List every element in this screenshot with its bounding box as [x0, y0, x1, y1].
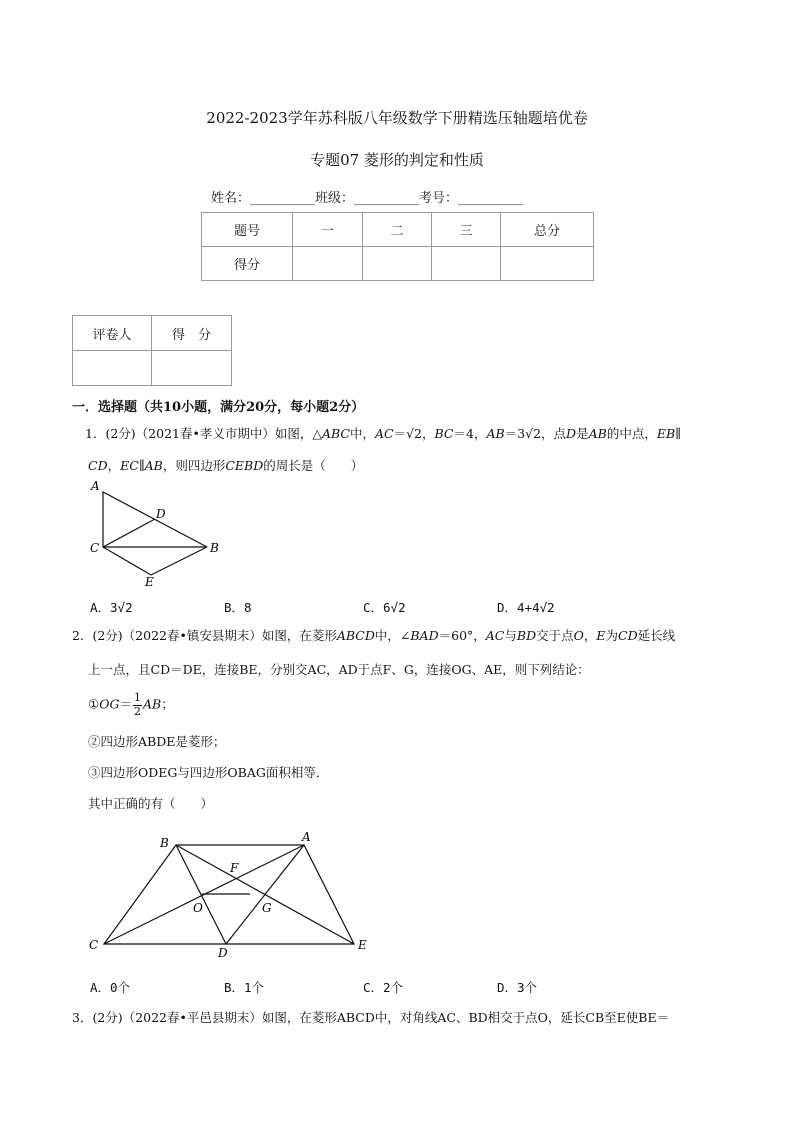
- q2-label-F: F: [230, 861, 239, 875]
- score-cell[interactable]: [432, 247, 501, 281]
- document-subtitle: 专题07 菱形的判定和性质: [310, 151, 484, 169]
- grader-header: 得 分: [152, 316, 232, 351]
- q2-option-d[interactable]: D．3个: [497, 980, 538, 995]
- score-header-cell: 一: [293, 213, 363, 247]
- score-header-cell: 二: [363, 213, 432, 247]
- document-title: 2022-2023学年苏科版八年级数学下册精选压轴题培优卷: [206, 109, 588, 127]
- q2-label-C: C: [89, 938, 99, 952]
- q1-label-C: C: [90, 541, 100, 555]
- score-header-cell: 题号: [202, 213, 293, 247]
- q2-figure: [86, 826, 376, 964]
- score-header-cell: 三: [432, 213, 501, 247]
- student-info-line: 姓名：__________班级：__________考号：__________: [211, 191, 524, 206]
- q2-label-O: O: [193, 901, 203, 915]
- q2-conclusion-3: ③四边形ODEG与四边形OBAG面积相等．: [88, 765, 329, 780]
- q2-question: 其中正确的有（ ）: [88, 796, 214, 811]
- q2-label-A: A: [302, 830, 311, 844]
- grader-table: [72, 315, 232, 386]
- q1-label-A: A: [91, 479, 100, 493]
- q1-option-c[interactable]: C．6√2: [363, 600, 406, 615]
- score-row-label: 得分: [202, 247, 293, 281]
- q2-conclusion-1: ①OG＝ $\frac{1}{2}$ AB；: [88, 691, 174, 718]
- score-cell[interactable]: [501, 247, 594, 281]
- q2-option-c[interactable]: C．2个: [363, 980, 404, 995]
- q2-label-B: B: [160, 836, 169, 850]
- q2-stem-line2: 上一点，且CD＝DE，连接BE，分别交AC，AD于点F、G，连接OG、AE，则下列结论：: [88, 662, 590, 677]
- score-cell[interactable]: [363, 247, 432, 281]
- section-heading: 一．选择题（共10小题，满分20分，每小题2分）: [72, 400, 365, 415]
- q3-stem-line1: 3．(2分)（2022春•平邑县期末）如图，在菱形ABCD中，对角线AC、BD相交于点O，延长CB至E使BE＝: [72, 1010, 670, 1025]
- q1-label-B: B: [210, 541, 219, 555]
- q1-option-a[interactable]: A．3√2: [90, 600, 133, 615]
- q2-label-D: D: [218, 946, 228, 960]
- q2-conclusion-2: ②四边形ABDE是菱形；: [88, 734, 226, 749]
- q2-option-b[interactable]: B．1个: [224, 980, 265, 995]
- q1-option-d[interactable]: D．4+4√2: [497, 600, 555, 615]
- grader-cell[interactable]: [73, 351, 152, 386]
- q2-label-E: E: [358, 938, 367, 952]
- score-table: [201, 212, 594, 281]
- grader-cell[interactable]: [152, 351, 232, 386]
- q1-stem-line1: 1．(2分)（2021春•孝义市期中）如图，△ABC中，AC＝√2，BC＝4，AB＝3√2，点D是AB的中点，EB∥: [85, 426, 681, 441]
- q1-option-b[interactable]: B．8: [224, 600, 252, 615]
- q2-stem-line1: 2．(2分)（2022春•镇安县期末）如图，在菱形ABCD中，∠BAD＝60°，AC与BD交于点O，E为CD延长线: [72, 628, 676, 643]
- q2-option-a[interactable]: A．0个: [90, 980, 131, 995]
- score-header-cell: 总分: [501, 213, 594, 247]
- score-cell[interactable]: [293, 247, 363, 281]
- q1-figure: [86, 478, 226, 590]
- q1-label-E: E: [145, 575, 154, 589]
- q2-label-G: G: [262, 901, 272, 915]
- q1-label-D: D: [156, 507, 166, 521]
- grader-header: 评卷人: [73, 316, 152, 351]
- q1-stem-line2: CD，EC∥AB，则四边形CEBD的周长是（ ）: [88, 458, 364, 473]
